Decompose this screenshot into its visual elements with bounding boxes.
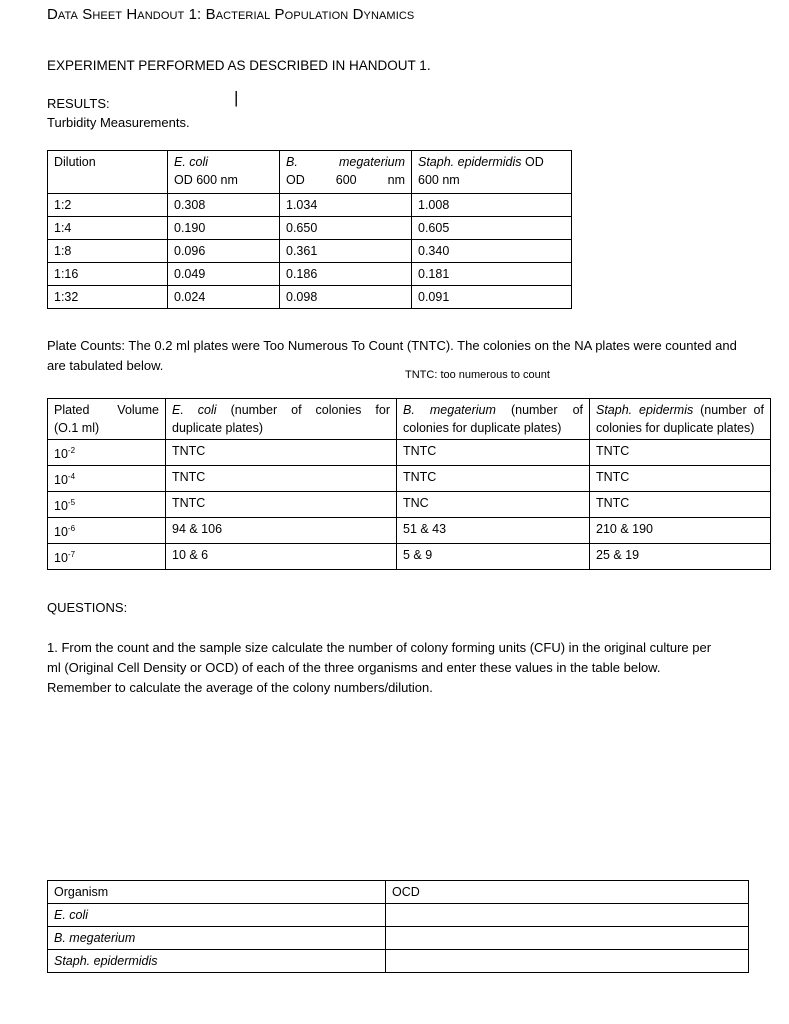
table-row [48,263,572,286]
ocd-input-cell[interactable] [386,904,749,927]
table-row [48,927,749,950]
table-header-row [48,399,771,440]
header-organism: E. coli [174,155,209,169]
header-text: OD 600 nm [174,173,238,187]
table-cell: 0.091 [412,286,572,309]
header-organism: B. megaterium [286,155,405,169]
header-organism: Organism [48,881,386,904]
volume-exponent: -2 [67,446,76,455]
turbidity-label: Turbidity Measurements. [47,115,190,130]
ocd-input-cell[interactable] [386,927,749,950]
table-cell: 1.008 [412,194,572,217]
table-row [48,286,572,309]
table-cell: TNTC [397,440,590,466]
plate-counts-text: Plate Counts: The 0.2 ml plates were Too Numerous To Count (TNTC). The colonies on the NA plates were counted and are tabulated below. [47,338,737,373]
header-organism: E. coli [172,403,217,417]
ocd-table [47,880,749,973]
header-bmeg [280,151,412,194]
table-cell: 1:32 [48,286,168,309]
organism-cell [48,904,386,927]
table-cell: 1:16 [48,263,168,286]
table-cell: TNTC [397,466,590,492]
header-staph [590,399,771,440]
question-1: 1. From the count and the sample size calculate the number of colony forming units (CFU) in the original culture per ml (Original Cell Density or OCD) of each of the three organisms and enter these values in the table below. Remember to calculate the average of the colony numbers/dilution. [47,640,712,695]
tntc-note: TNTC: too numerous to count [405,369,550,381]
table-cell: 0.340 [412,240,572,263]
questions-label: QUESTIONS: [47,600,128,615]
header-text: Dilution [54,155,96,169]
organism-cell [48,950,386,973]
header-organism: Staph. epidermis [596,403,694,417]
header-text: (number of colonies for duplicate plates) [172,403,390,435]
header-text: OD 600 nm [286,173,405,187]
table-row [48,466,771,492]
experiment-note: EXPERIMENT PERFORMED AS DESCRIBED IN HANDOUT 1. [47,58,431,73]
table-row [48,217,572,240]
table-cell: 1:4 [48,217,168,240]
header-dilution [48,151,168,194]
table-cell: 0.096 [168,240,280,263]
volume-base: 10 [54,473,68,487]
results-label: RESULTS: [47,96,110,111]
page-title: Data Sheet Handout 1: Bacterial Population Dynamics [47,6,415,23]
table-cell: 10 & 6 [166,544,397,570]
header-ecoli [168,151,280,194]
table-cell: 94 & 106 [166,518,397,544]
table-cell: 5 & 9 [397,544,590,570]
turbidity-table [47,150,572,309]
plated-volume-cell [48,518,166,544]
header-text: (number of colonies for duplicate plates) [596,403,764,435]
table-cell: TNTC [166,492,397,518]
volume-exponent: -7 [67,550,76,559]
table-cell: 0.186 [280,263,412,286]
table-cell: TNTC [166,440,397,466]
table-cell: 1:2 [48,194,168,217]
plated-volume-cell [48,544,166,570]
header-ecoli [166,399,397,440]
table-row [48,950,749,973]
header-plated-volume [48,399,166,440]
ocd-input-cell[interactable] [386,950,749,973]
plated-volume-cell [48,440,166,466]
table-cell: 51 & 43 [397,518,590,544]
table-row [48,440,771,466]
header-organism: Staph. epidermidis [418,155,522,169]
table-header-row [48,881,749,904]
table-cell: TNTC [590,466,771,492]
volume-base: 10 [54,447,68,461]
table-row [48,904,749,927]
table-cell: 210 & 190 [590,518,771,544]
table-row [48,544,771,570]
table-cell: 1.034 [280,194,412,217]
table-cell: TNTC [166,466,397,492]
table-cell: TNC [397,492,590,518]
table-cell: TNTC [590,440,771,466]
table-row [48,194,572,217]
table-cell: 1:8 [48,240,168,263]
table-cell: 0.098 [280,286,412,309]
table-cell: 0.049 [168,263,280,286]
header-ocd: OCD [386,881,749,904]
header-organism: B. megaterium [403,403,496,417]
header-text: OD 600 nm [418,155,544,187]
plated-volume-cell [48,492,166,518]
table-cell: 0.024 [168,286,280,309]
volume-exponent: -6 [67,524,76,533]
organism-cell [48,927,386,950]
plate-count-table [47,398,771,570]
organism-name: B. megaterium [54,931,136,945]
volume-base: 10 [54,525,68,539]
header-text: Plated Volume (O.1 ml) [54,403,159,435]
table-cell: 0.308 [168,194,280,217]
table-cell: TNTC [590,492,771,518]
volume-exponent: -4 [67,472,76,481]
text-cursor[interactable]: | [234,88,239,107]
table-row [48,492,771,518]
volume-exponent: -5 [67,498,76,507]
table-cell: 0.605 [412,217,572,240]
volume-base: 10 [54,499,68,513]
table-cell: 0.181 [412,263,572,286]
plated-volume-cell [48,466,166,492]
volume-base: 10 [54,551,68,565]
table-row [48,240,572,263]
table-cell: 25 & 19 [590,544,771,570]
header-staph [412,151,572,194]
header-bmeg [397,399,590,440]
table-cell: 0.361 [280,240,412,263]
header-text: (number of colonies for duplicate plates) [403,403,583,435]
organism-name: Staph. epidermidis [54,954,158,968]
table-cell: 0.190 [168,217,280,240]
table-row [48,518,771,544]
table-header-row [48,151,572,194]
table-cell: 0.650 [280,217,412,240]
organism-name: E. coli [54,908,89,922]
